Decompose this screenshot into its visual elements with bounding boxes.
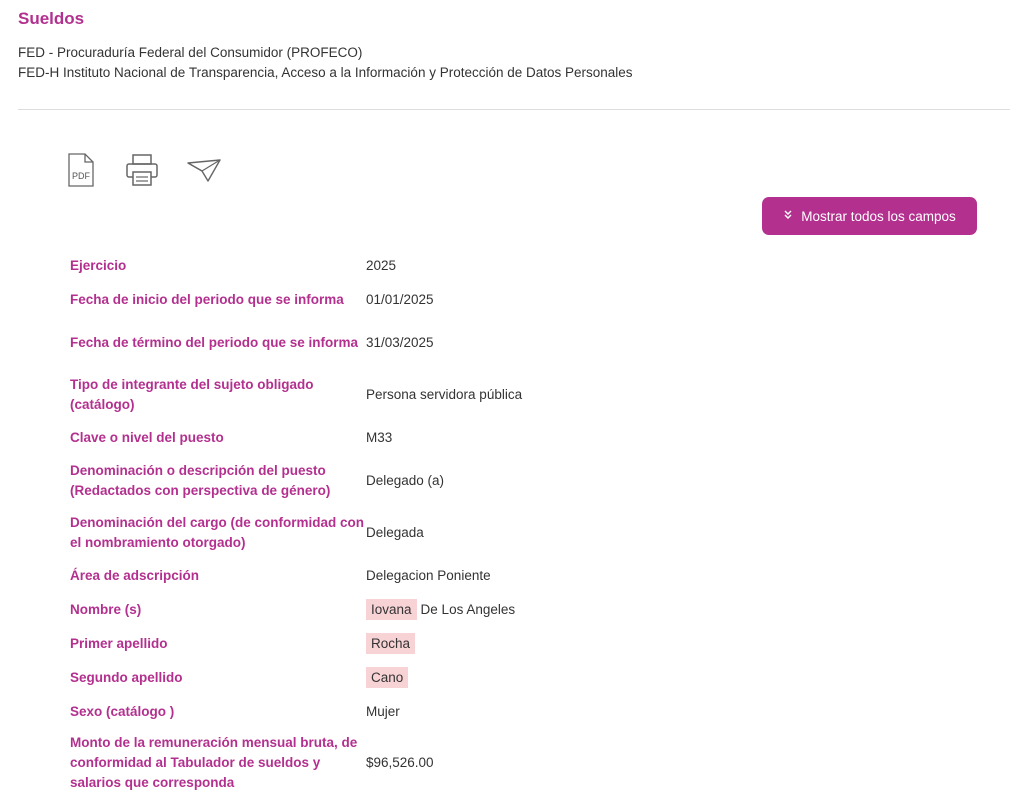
field-value: 01/01/2025 [366,292,434,307]
field-value: 31/03/2025 [366,335,434,350]
field-label: Ejercicio [70,258,127,273]
pdf-button[interactable] [61,150,101,190]
record-fields [70,249,630,803]
header-divider [18,109,1010,110]
field-label: Monto de la remuneración mensual bruta, de conformidad al Tabulador de sueldos y salarios que corresponda [70,735,358,790]
field-row [70,249,630,283]
field-row [70,559,630,593]
field-value: Delegacion Poniente [366,568,491,583]
field-row [70,369,630,421]
print-button[interactable] [122,150,162,190]
field-label: Fecha de término del periodo que se informa [70,335,359,350]
highlighted-second-surname: Cano [366,667,408,688]
field-label: Tipo de integrante del sujeto obligado (catálogo) [70,377,314,412]
send-button[interactable] [184,150,224,190]
field-row [70,695,630,729]
double-chevron-down-icon [783,210,793,223]
send-icon [186,157,222,183]
name-rest: De Los Angeles [420,602,516,617]
field-row [70,283,630,317]
field-value: M33 [366,430,393,445]
field-label: Segundo apellido [70,670,183,685]
field-label: Fecha de inicio del periodo que se informa [70,292,344,307]
highlighted-first-surname: Rocha [366,633,415,654]
field-label: Área de adscripción [70,568,200,583]
field-value [366,600,515,620]
field-value: Delegado (a) [366,473,445,488]
field-label: Denominación del cargo (de conformidad con el nombramiento otorgado) [70,515,365,550]
subject-line-2: FED-H Instituto Nacional de Transparencia, Acceso a la Información y Protección de Datos Personales [18,65,633,80]
field-value: 2025 [366,258,397,273]
subject-line-1: FED - Procuraduría Federal del Consumidor (PROFECO) [18,45,363,60]
field-row [70,421,630,455]
field-value: Delegada [366,525,424,540]
field-label: Nombre (s) [70,602,142,617]
show-all-fields-label: Mostrar todos los campos [801,208,956,224]
highlighted-name: Iovana [366,599,417,620]
field-row [70,317,630,369]
page-title: Sueldos [18,9,85,28]
show-all-fields-button[interactable] [762,197,977,235]
field-value: Mujer [366,704,400,719]
field-value [366,634,415,654]
pdf-icon [66,153,96,187]
field-value: Persona servidora pública [366,387,523,402]
field-row [70,627,630,661]
svg-text:PDF: PDF [72,171,90,181]
field-value [366,668,408,688]
field-row [70,593,630,627]
field-label: Primer apellido [70,636,168,651]
field-label: Sexo (catálogo ) [70,704,175,719]
field-row [70,661,630,695]
field-label: Denominación o descripción del puesto (Redactados con perspectiva de género) [70,463,331,498]
field-label: Clave o nivel del puesto [70,430,224,445]
field-row [70,455,630,507]
print-icon [125,153,159,187]
field-value: $96,526.00 [366,755,434,770]
field-row [70,507,630,559]
field-row [70,729,630,803]
